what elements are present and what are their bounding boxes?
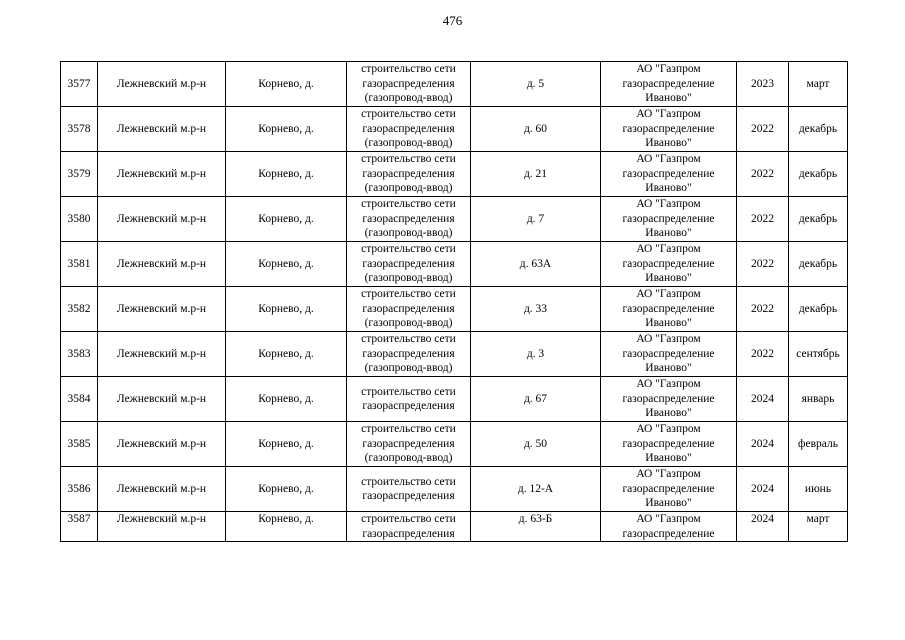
cell-number: 3583 [61,332,98,377]
cell-locality: Корнево, д. [226,512,347,542]
cell-district: Лежневский м.р-н [98,197,226,242]
table-row [61,107,848,152]
cell-number: 3584 [61,377,98,422]
cell-organization: АО "Газпром газораспределение Иваново" [601,107,737,152]
cell-year: 2022 [737,332,789,377]
cell-work-type: строительство сети газораспределения [347,512,471,542]
cell-month: март [789,512,848,542]
cell-locality: Корнево, д. [226,107,347,152]
cell-month: декабрь [789,152,848,197]
cell-locality: Корнево, д. [226,332,347,377]
cell-organization: АО "Газпром газораспределение Иваново" [601,242,737,287]
table-row [61,197,848,242]
table-row [61,332,848,377]
cell-month: декабрь [789,197,848,242]
cell-organization: АО "Газпром газораспределение Иваново" [601,197,737,242]
cell-work-type: строительство сети газораспределения (газопровод-ввод) [347,62,471,107]
cell-locality: Корнево, д. [226,242,347,287]
table-row [61,152,848,197]
table-row [61,512,848,542]
cell-address: д. 5 [471,62,601,107]
cell-address: д. 33 [471,287,601,332]
cell-locality: Корнево, д. [226,422,347,467]
cell-address: д. 3 [471,332,601,377]
table-row [61,377,848,422]
cell-work-type: строительство сети газораспределения (газопровод-ввод) [347,242,471,287]
cell-number: 3579 [61,152,98,197]
cell-month: июнь [789,467,848,512]
cell-locality: Корнево, д. [226,62,347,107]
cell-month: декабрь [789,242,848,287]
cell-month: январь [789,377,848,422]
cell-year: 2022 [737,242,789,287]
cell-district: Лежневский м.р-н [98,332,226,377]
cell-month: декабрь [789,107,848,152]
cell-district: Лежневский м.р-н [98,287,226,332]
cell-work-type: строительство сети газораспределения (газопровод-ввод) [347,422,471,467]
cell-year: 2023 [737,62,789,107]
cell-district: Лежневский м.р-н [98,512,226,542]
cell-year: 2024 [737,512,789,542]
cell-district: Лежневский м.р-н [98,107,226,152]
cell-organization: АО "Газпром газораспределение Иваново" [601,152,737,197]
cell-year: 2022 [737,152,789,197]
cell-organization: АО "Газпром газораспределение Иваново" [601,62,737,107]
cell-locality: Корнево, д. [226,197,347,242]
cell-organization: АО "Газпром газораспределение Иваново" [601,332,737,377]
cell-number: 3577 [61,62,98,107]
cell-locality: Корнево, д. [226,287,347,332]
cell-organization: АО "Газпром газораспределение Иваново" [601,422,737,467]
gas-connection-table [60,61,848,542]
cell-address: д. 63А [471,242,601,287]
cell-month: февраль [789,422,848,467]
cell-address: д. 60 [471,107,601,152]
cell-number: 3578 [61,107,98,152]
cell-organization: АО "Газпром газораспределение Иваново" [601,377,737,422]
cell-number: 3582 [61,287,98,332]
cell-address: д. 50 [471,422,601,467]
table-row [61,467,848,512]
table-row [61,62,848,107]
table-body [61,62,848,542]
table-row [61,242,848,287]
cell-district: Лежневский м.р-н [98,242,226,287]
cell-district: Лежневский м.р-н [98,377,226,422]
cell-work-type: строительство сети газораспределения [347,467,471,512]
cell-work-type: строительство сети газораспределения (газопровод-ввод) [347,197,471,242]
cell-number: 3586 [61,467,98,512]
cell-district: Лежневский м.р-н [98,422,226,467]
cell-locality: Корнево, д. [226,467,347,512]
cell-year: 2024 [737,467,789,512]
cell-work-type: строительство сети газораспределения (газопровод-ввод) [347,287,471,332]
cell-address: д. 21 [471,152,601,197]
cell-address: д. 12-А [471,467,601,512]
cell-address: д. 67 [471,377,601,422]
cell-year: 2022 [737,197,789,242]
cell-number: 3581 [61,242,98,287]
cell-work-type: строительство сети газораспределения (газопровод-ввод) [347,332,471,377]
cell-locality: Корнево, д. [226,152,347,197]
cell-work-type: строительство сети газораспределения [347,377,471,422]
cell-organization: АО "Газпром газораспределение Иваново" [601,467,737,512]
cell-number: 3587 [61,512,98,542]
cell-organization: АО "Газпром газораспределение [601,512,737,542]
cell-locality: Корнево, д. [226,377,347,422]
table-row [61,287,848,332]
cell-district: Лежневский м.р-н [98,62,226,107]
cell-month: декабрь [789,287,848,332]
cell-address: д. 7 [471,197,601,242]
cell-year: 2022 [737,287,789,332]
page-number: 476 [442,13,463,28]
cell-year: 2022 [737,107,789,152]
cell-number: 3580 [61,197,98,242]
cell-address: д. 63-Б [471,512,601,542]
cell-work-type: строительство сети газораспределения (газопровод-ввод) [347,107,471,152]
cell-number: 3585 [61,422,98,467]
cell-month: март [789,62,848,107]
cell-year: 2024 [737,377,789,422]
cell-month: сентябрь [789,332,848,377]
cell-year: 2024 [737,422,789,467]
cell-work-type: строительство сети газораспределения (газопровод-ввод) [347,152,471,197]
table-row [61,422,848,467]
cell-district: Лежневский м.р-н [98,467,226,512]
cell-organization: АО "Газпром газораспределение Иваново" [601,287,737,332]
cell-district: Лежневский м.р-н [98,152,226,197]
